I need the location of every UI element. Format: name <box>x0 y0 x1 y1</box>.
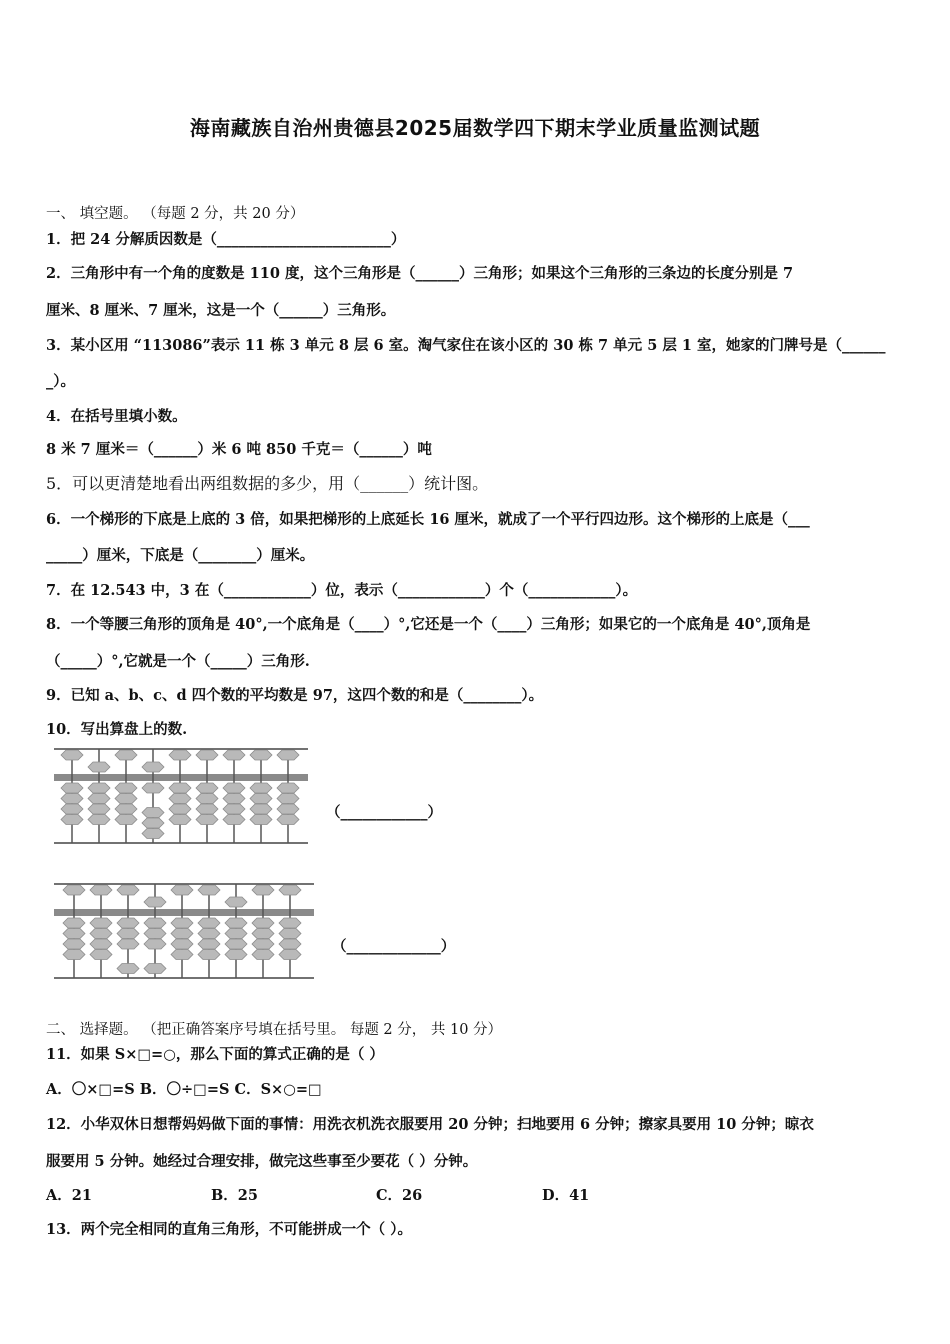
abacus-bead <box>277 794 299 804</box>
question-12-line1: 12．小华双休日想帮妈妈做下面的事情：用洗衣机洗衣服要用 20 分钟；扫地要用 6 分钟；擦家具要用 10 分钟；晾衣 <box>46 1116 814 1133</box>
question-13: 13．两个完全相同的直角三角形，不可能拼成一个（ ）。 <box>46 1221 412 1238</box>
abacus-bead <box>196 783 218 793</box>
abacus-bead <box>198 950 220 960</box>
question-4-line1: 4．在括号里填小数。 <box>46 408 187 425</box>
question-11: 11．如果 S×□=○，那么下面的算式正确的是（ ） <box>46 1046 384 1063</box>
question-12-line2: 服要用 5 分钟。她经过合理安排，做完这些事至少要花（ ）分钟。 <box>46 1153 478 1170</box>
abacus-bead <box>225 939 247 949</box>
abacus-bead <box>142 829 164 839</box>
abacus-bead <box>90 950 112 960</box>
question-7: 7．在 12.543 中，3 在（____________）位，表示（____________）个（____________）。 <box>46 582 638 599</box>
abacus-bead <box>252 939 274 949</box>
abacus-bead <box>61 815 83 825</box>
abacus-bead <box>169 750 191 760</box>
abacus-bead <box>142 762 164 772</box>
question-9: 9．已知 a、b、c、d 四个数的平均数是 97，这四个数的和是（________）。 <box>46 687 544 704</box>
abacus-bead <box>277 783 299 793</box>
abacus-bead <box>250 750 272 760</box>
abacus-bead <box>279 929 301 939</box>
abacus-bead <box>252 929 274 939</box>
abacus-bead <box>90 885 112 895</box>
abacus-bead <box>171 950 193 960</box>
abacus-bead <box>88 762 110 772</box>
abacus-bead <box>250 804 272 814</box>
abacus-bead <box>61 783 83 793</box>
question-2-line1: 2．三角形中有一个角的度数是 110 度，这个三角形是（______）三角形；如果这个三角形的三条边的长度分别是 7 <box>46 265 794 282</box>
abacus-2-answer-blank: （_____________） <box>332 938 456 955</box>
abacus-bead <box>144 897 166 907</box>
abacus-bead <box>61 750 83 760</box>
abacus-bead <box>225 929 247 939</box>
abacus-bead <box>63 950 85 960</box>
abacus-bead <box>277 804 299 814</box>
abacus-bead <box>115 783 137 793</box>
abacus-bead <box>250 783 272 793</box>
abacus-bead <box>115 794 137 804</box>
question-12-option-b: B．25 <box>211 1187 258 1204</box>
abacus-bead <box>90 918 112 928</box>
abacus-bead <box>169 815 191 825</box>
abacus-1 <box>52 746 310 846</box>
abacus-beam <box>54 909 314 916</box>
question-12-option-c: C．26 <box>376 1187 423 1204</box>
abacus-bead <box>198 929 220 939</box>
abacus-bead <box>117 929 139 939</box>
abacus-bead <box>169 783 191 793</box>
abacus-bead <box>90 939 112 949</box>
question-11-options: A．〇×□=S B．〇÷□=S C．S×○=□ <box>46 1081 322 1098</box>
abacus-bead <box>63 918 85 928</box>
abacus-bead <box>115 804 137 814</box>
abacus-bead <box>171 918 193 928</box>
abacus-bead <box>144 939 166 949</box>
abacus-bead <box>196 794 218 804</box>
abacus-bead <box>61 804 83 814</box>
abacus-bead <box>252 918 274 928</box>
abacus-bead <box>117 964 139 974</box>
abacus-bead <box>277 815 299 825</box>
abacus-bead <box>117 918 139 928</box>
abacus-bead <box>117 885 139 895</box>
abacus-bead <box>279 918 301 928</box>
abacus-2 <box>52 881 316 981</box>
abacus-bead <box>61 794 83 804</box>
section1-heading: 一、 填空题。 （每题 2 分，共 20 分） <box>46 206 305 222</box>
question-12-option-d: D．41 <box>542 1187 590 1204</box>
abacus-bead <box>142 783 164 793</box>
abacus-beam <box>54 774 308 781</box>
question-10: 10．写出算盘上的数. <box>46 721 188 738</box>
abacus-bead <box>88 804 110 814</box>
page-title: 海南藏族自治州贵德县2025届数学四下期末学业质量监测试题 <box>189 116 761 140</box>
abacus-bead <box>277 750 299 760</box>
question-1: 1．把 24 分解质因数是（________________________） <box>46 231 406 248</box>
question-8-line2: （_____）°,它就是一个（_____）三角形. <box>46 653 310 670</box>
abacus-bead <box>115 750 137 760</box>
question-2-line2: 厘米、8 厘米、7 厘米，这是一个（______）三角形。 <box>46 302 396 319</box>
question-6-line2: _____）厘米，下底是（________）厘米。 <box>46 547 315 564</box>
abacus-bead <box>198 939 220 949</box>
question-5: 5．可以更清楚地看出两组数据的多少，用（______）统计图。 <box>46 474 489 493</box>
abacus-bead <box>144 929 166 939</box>
abacus-bead <box>63 885 85 895</box>
abacus-bead <box>250 794 272 804</box>
abacus-bead <box>196 750 218 760</box>
section2-heading: 二、 选择题。 （把正确答案序号填在括号里。 每题 2 分， 共 10 分） <box>46 1022 503 1038</box>
abacus-bead <box>115 815 137 825</box>
abacus-bead <box>88 815 110 825</box>
abacus-bead <box>250 815 272 825</box>
abacus-bead <box>223 804 245 814</box>
abacus-bead <box>225 950 247 960</box>
abacus-bead <box>223 750 245 760</box>
abacus-bead <box>63 929 85 939</box>
abacus-bead <box>88 794 110 804</box>
abacus-bead <box>142 808 164 818</box>
abacus-1-answer-blank: （____________） <box>326 804 442 821</box>
abacus-bead <box>63 939 85 949</box>
abacus-bead <box>223 794 245 804</box>
abacus-bead <box>90 929 112 939</box>
abacus-bead <box>279 939 301 949</box>
abacus-bead <box>142 818 164 828</box>
abacus-bead <box>144 918 166 928</box>
question-8-line1: 8．一个等腰三角形的顶角是 40°,一个底角是（____）°,它还是一个（____）三角形；如果它的一个底角是 40°,顶角是 <box>46 616 811 633</box>
abacus-bead <box>169 804 191 814</box>
abacus-bead <box>198 885 220 895</box>
abacus-bead <box>252 885 274 895</box>
abacus-bead <box>171 939 193 949</box>
question-4-line2: 8 米 7 厘米＝（______）米 6 吨 850 千克＝（______）吨 <box>46 441 432 458</box>
abacus-bead <box>198 918 220 928</box>
question-3-line2: _）。 <box>46 373 75 390</box>
abacus-bead <box>223 815 245 825</box>
abacus-bead <box>144 964 166 974</box>
abacus-bead <box>279 950 301 960</box>
abacus-bead <box>252 950 274 960</box>
question-12-option-a: A．21 <box>46 1187 92 1204</box>
abacus-bead <box>279 885 301 895</box>
question-3-line1: 3．某小区用 “113086”表示 11 栋 3 单元 8 层 6 室。淘气家住在该小区的 30 栋 7 单元 5 层 1 室，她家的门牌号是（______ <box>46 337 886 354</box>
abacus-bead <box>171 929 193 939</box>
abacus-bead <box>225 897 247 907</box>
abacus-bead <box>223 783 245 793</box>
abacus-bead <box>196 804 218 814</box>
abacus-bead <box>171 885 193 895</box>
abacus-bead <box>169 794 191 804</box>
abacus-bead <box>196 815 218 825</box>
question-6-line1: 6．一个梯形的下底是上底的 3 倍，如果把梯形的上底延长 16 厘米，就成了一个平行四边形。这个梯形的上底是（___ <box>46 511 810 528</box>
abacus-bead <box>117 939 139 949</box>
abacus-bead <box>88 783 110 793</box>
abacus-bead <box>225 918 247 928</box>
